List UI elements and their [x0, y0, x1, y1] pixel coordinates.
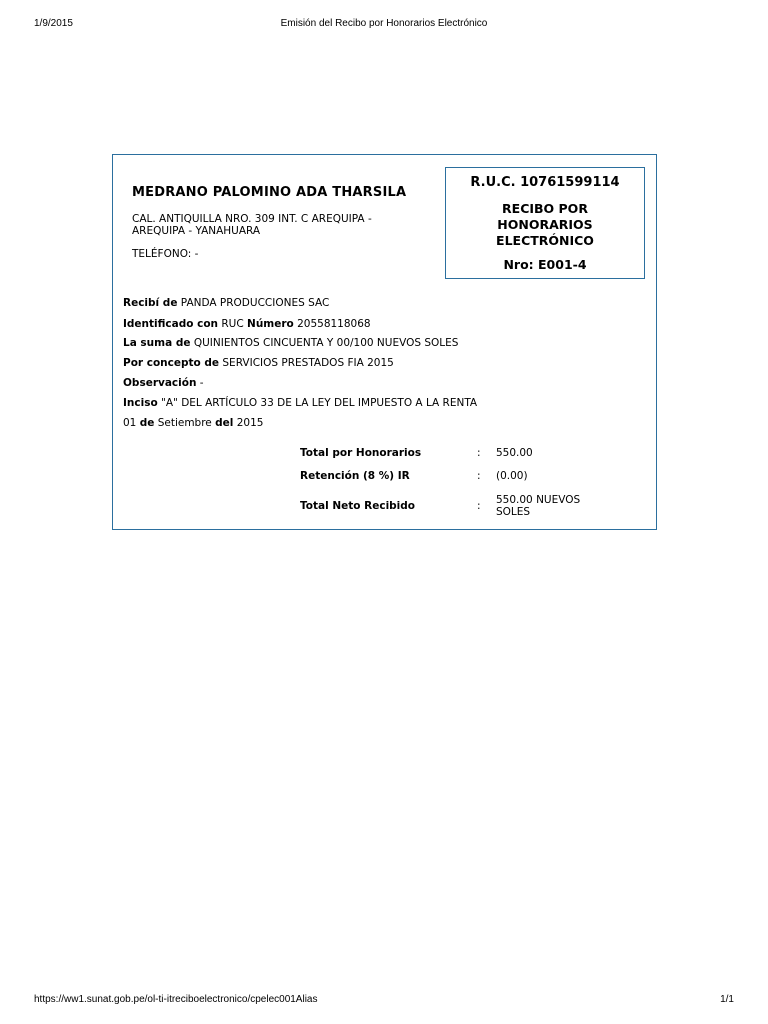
- print-footer: [0, 994, 768, 1008]
- date-day: 01: [123, 417, 137, 429]
- identified-number-label: Número: [247, 318, 294, 330]
- phone-label: TELÉFONO:: [132, 248, 192, 260]
- identified-value: 20558118068: [297, 318, 371, 330]
- retention-label: Retención (8 %) IR: [300, 470, 410, 482]
- phone-value: -: [194, 248, 199, 260]
- inciso-label: Inciso: [123, 397, 158, 409]
- observation-label: Observación: [123, 377, 197, 389]
- identified-doc-type: RUC: [221, 318, 244, 330]
- retention-value: (0.00): [496, 470, 528, 482]
- issuer-address: CAL. ANTIQUILLA NRO. 309 INT. C AREQUIPA - AREQUIPA - YANAHUARA: [132, 213, 372, 237]
- identified-row: [123, 318, 371, 330]
- doc-title-line2: HONORARIOS: [497, 217, 593, 232]
- issuer-name: MEDRANO PALOMINO ADA THARSILA: [132, 185, 407, 200]
- date-de: de: [139, 417, 155, 429]
- retention-colon: :: [477, 470, 481, 482]
- received-from-value: PANDA PRODUCCIONES SAC: [180, 297, 330, 309]
- received-from-label: Recibí de: [123, 297, 178, 309]
- fees-colon: :: [477, 447, 481, 459]
- ruc-box: [445, 167, 645, 279]
- inciso-row: [123, 397, 477, 409]
- receipt-card: [112, 154, 657, 530]
- ruc-number: R.U.C. 10761599114: [470, 175, 620, 190]
- print-page-number: 1/1: [720, 994, 734, 1005]
- observation-row: [123, 377, 204, 389]
- print-url: https://ww1.sunat.gob.pe/ol-ti-itreciboelectronico/cpelec001Alias: [34, 994, 318, 1005]
- doc-title-line1: RECIBO POR: [502, 201, 588, 216]
- concept-label: Por concepto de: [123, 357, 220, 369]
- amount-row: [123, 337, 458, 349]
- received-from-row: [123, 297, 329, 309]
- print-header: [0, 18, 768, 32]
- amount-value: QUINIENTOS CINCUENTA Y 00/100 NUEVOS SOLES: [193, 337, 459, 349]
- fees-label: Total por Honorarios: [300, 447, 422, 459]
- inciso-value: "A" DEL ARTÍCULO 33 DE LA LEY DEL IMPUESTO A LA RENTA: [161, 397, 478, 409]
- date-del: del: [215, 417, 234, 429]
- observation-value: -: [199, 377, 204, 389]
- receipt-number: Nro: E001-4: [503, 257, 587, 272]
- document-title: [446, 201, 644, 249]
- fees-value: 550.00: [496, 447, 533, 459]
- identified-label: Identificado con: [123, 318, 219, 330]
- print-date: 1/9/2015: [34, 18, 73, 29]
- doc-title-line3: ELECTRÓNICO: [496, 233, 594, 248]
- date-year: 2015: [236, 417, 264, 429]
- net-colon: :: [477, 500, 481, 512]
- concept-value: SERVICIOS PRESTADOS FIA 2015: [222, 357, 394, 369]
- issuer-phone: [132, 248, 198, 260]
- date-row: [123, 417, 263, 429]
- date-month: Setiembre: [157, 417, 212, 429]
- amount-label: La suma de: [123, 337, 191, 349]
- net-label: Total Neto Recibido: [300, 500, 416, 512]
- net-value: 550.00 NUEVOS SOLES: [496, 494, 581, 518]
- print-title: Emisión del Recibo por Honorarios Electrónico: [280, 18, 488, 29]
- concept-row: [123, 357, 394, 369]
